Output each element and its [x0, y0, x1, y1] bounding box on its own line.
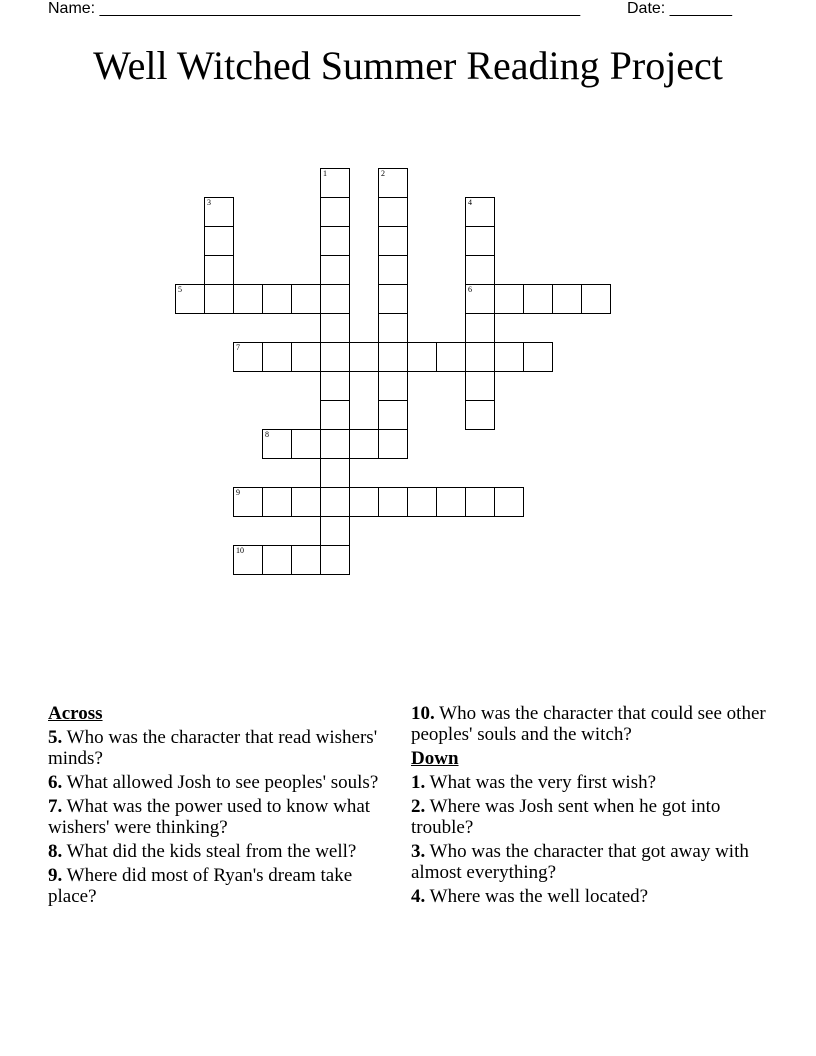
crossword-cell[interactable]: [465, 400, 495, 430]
crossword-cell[interactable]: [320, 197, 350, 227]
crossword-cell[interactable]: [291, 284, 321, 314]
clue-number: 5.: [48, 727, 63, 748]
crossword-cell[interactable]: [552, 284, 582, 314]
crossword-cell[interactable]: [378, 284, 408, 314]
crossword-cell[interactable]: [523, 342, 553, 372]
crossword-cell[interactable]: [262, 487, 292, 517]
across-heading: Across: [48, 703, 103, 724]
crossword-cell[interactable]: [204, 255, 234, 285]
clue-across: [48, 727, 388, 769]
crossword-cell[interactable]: [378, 400, 408, 430]
crossword-cell[interactable]: [523, 284, 553, 314]
clue-down: [411, 841, 771, 883]
crossword-cell[interactable]: [320, 487, 350, 517]
crossword-cell[interactable]: [378, 197, 408, 227]
name-line: Name: ______________________________________________________: [48, 0, 581, 17]
crossword-cell[interactable]: [262, 284, 292, 314]
clue-text: What did the kids steal from the well?: [66, 841, 357, 862]
date-line: Date: _______: [627, 0, 732, 17]
clue-text: Who was the character that got away with almost everything?: [411, 841, 749, 883]
cell-number: 4: [468, 198, 472, 207]
crossword-cell[interactable]: [349, 429, 379, 459]
clue-number: 3.: [411, 841, 426, 862]
crossword-cell[interactable]: [291, 429, 321, 459]
clue-number: 10.: [411, 703, 435, 724]
clue-text: Where did most of Ryan's dream take place?: [48, 865, 353, 907]
clue-number: 4.: [411, 886, 426, 907]
cell-number: 2: [381, 169, 385, 178]
crossword-cell[interactable]: [175, 284, 205, 314]
clue-number: 2.: [411, 796, 426, 817]
crossword-cell[interactable]: [204, 197, 234, 227]
crossword-cell[interactable]: [378, 429, 408, 459]
crossword-cell[interactable]: [291, 342, 321, 372]
crossword-cell[interactable]: [320, 342, 350, 372]
crossword-cell[interactable]: [465, 371, 495, 401]
clue-number: 9.: [48, 865, 63, 886]
crossword-cell[interactable]: [436, 342, 466, 372]
crossword-cell[interactable]: [378, 313, 408, 343]
crossword-cell[interactable]: [581, 284, 611, 314]
crossword-cell[interactable]: [291, 487, 321, 517]
crossword-cell[interactable]: [320, 429, 350, 459]
clue-text: What was the power used to know what wishers' were thinking?: [48, 796, 371, 838]
crossword-cell[interactable]: [320, 313, 350, 343]
crossword-cell[interactable]: [204, 226, 234, 256]
crossword-cell[interactable]: [349, 487, 379, 517]
page-title: Well Witched Summer Reading Project: [93, 43, 723, 88]
clue-number: 1.: [411, 772, 426, 793]
crossword-cell[interactable]: [233, 487, 263, 517]
clue-across: [48, 841, 388, 862]
cell-number: 5: [178, 285, 182, 294]
clues-right-column: [411, 703, 771, 910]
cell-number: 8: [265, 430, 269, 439]
crossword-cell[interactable]: [320, 400, 350, 430]
clue-across: [48, 796, 388, 838]
down-heading: Down: [411, 748, 459, 769]
crossword-cell[interactable]: [320, 255, 350, 285]
crossword-cell[interactable]: [465, 255, 495, 285]
crossword-cell[interactable]: [349, 342, 379, 372]
crossword-cell[interactable]: [378, 342, 408, 372]
crossword-cell[interactable]: [465, 487, 495, 517]
crossword-cell[interactable]: [233, 342, 263, 372]
crossword-cell[interactable]: [320, 371, 350, 401]
crossword-cell[interactable]: [233, 545, 263, 575]
clue-text: What was the very first wish?: [429, 772, 657, 793]
crossword-cell[interactable]: [320, 516, 350, 546]
crossword-cell[interactable]: [262, 342, 292, 372]
clues-left-column: [48, 703, 388, 910]
clue-text: Where was Josh sent when he got into trouble?: [411, 796, 721, 838]
clue-down: [411, 796, 771, 838]
crossword-cell[interactable]: [320, 226, 350, 256]
crossword-cell[interactable]: [494, 284, 524, 314]
crossword-cell[interactable]: [320, 284, 350, 314]
clue-down: [411, 886, 771, 907]
cell-number: 9: [236, 488, 240, 497]
crossword-cell[interactable]: [436, 487, 466, 517]
crossword-cell[interactable]: [494, 487, 524, 517]
crossword-cell[interactable]: [320, 168, 350, 198]
crossword-cell[interactable]: [465, 226, 495, 256]
cell-number: 7: [236, 343, 240, 352]
clue-number: 7.: [48, 796, 63, 817]
crossword-cell[interactable]: [378, 255, 408, 285]
clue-text: What allowed Josh to see peoples' souls?: [66, 772, 379, 793]
crossword-cell[interactable]: [291, 545, 321, 575]
crossword-cell[interactable]: [465, 342, 495, 372]
clue-number: 8.: [48, 841, 63, 862]
crossword-cell[interactable]: [378, 487, 408, 517]
clue-across: [48, 772, 388, 793]
clue-text: Who was the character that could see other peoples' souls and the witch?: [411, 703, 766, 745]
cell-number: 1: [323, 169, 327, 178]
crossword-cell[interactable]: [407, 487, 437, 517]
crossword-cell[interactable]: [378, 226, 408, 256]
cell-number: 3: [207, 198, 211, 207]
clue-across: [411, 703, 771, 745]
crossword-cell[interactable]: [465, 284, 495, 314]
crossword-cell[interactable]: [262, 429, 292, 459]
clue-number: 6.: [48, 772, 63, 793]
crossword-cell[interactable]: [494, 342, 524, 372]
cell-number: 6: [468, 285, 472, 294]
crossword-cell[interactable]: [320, 545, 350, 575]
crossword-cell[interactable]: [204, 284, 234, 314]
crossword-cell[interactable]: [233, 284, 263, 314]
crossword-cell[interactable]: [465, 197, 495, 227]
crossword-cell[interactable]: [262, 545, 292, 575]
crossword-cell[interactable]: [465, 313, 495, 343]
clue-down: [411, 772, 771, 793]
crossword-cell[interactable]: [378, 168, 408, 198]
clue-across: [48, 865, 388, 907]
crossword-cell[interactable]: [407, 342, 437, 372]
cell-number: 10: [236, 546, 244, 555]
clue-text: Where was the well located?: [429, 886, 649, 907]
crossword-cell[interactable]: [378, 371, 408, 401]
crossword-cell[interactable]: [320, 458, 350, 488]
clue-text: Who was the character that read wishers' minds?: [48, 727, 378, 769]
